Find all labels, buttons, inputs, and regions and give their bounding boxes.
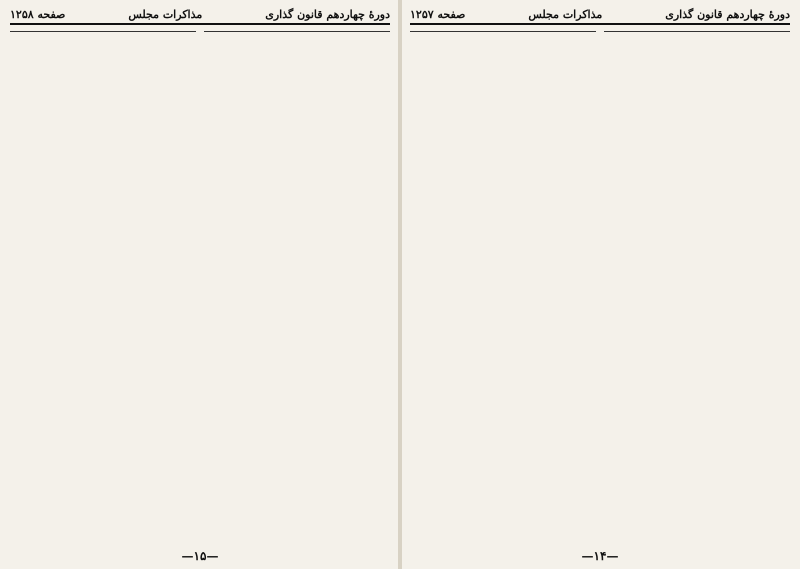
left-columns: [10, 31, 390, 551]
left-section-title: مذاکرات مجلس: [128, 8, 203, 21]
right-page-number: صفحه ۱۲۵۷: [410, 8, 466, 21]
left-page-number: صفحه ۱۲۵۸: [10, 8, 66, 21]
right-session-title: دورهٔ چهاردهم قانون گذاری: [665, 8, 790, 21]
right-page-column-2: [410, 31, 596, 551]
right-columns: [410, 31, 790, 551]
left-page-column-2: [10, 31, 196, 551]
right-page: [400, 0, 800, 569]
right-page-header: [410, 8, 790, 25]
right-page-column-1: [604, 31, 790, 551]
right-section-title: مذاکرات مجلس: [528, 8, 603, 21]
left-session-title: دورهٔ چهاردهم قانون گذاری: [265, 8, 390, 21]
right-page-footer: —۱۴—: [581, 549, 619, 563]
left-page-footer: —۱۵—: [181, 549, 219, 563]
left-page-column-1: [204, 31, 390, 551]
left-page-header: [10, 8, 390, 25]
